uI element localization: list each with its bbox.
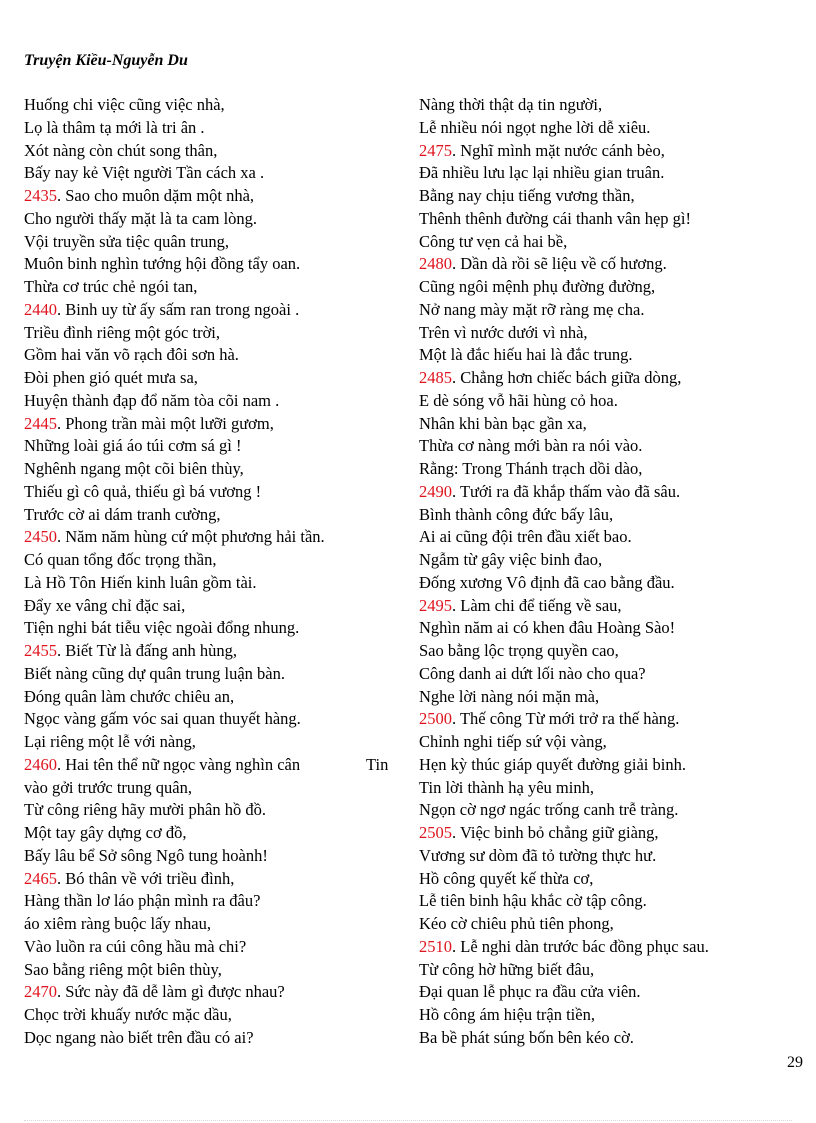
verse-line	[419, 731, 809, 754]
verse-line	[24, 117, 414, 140]
verse-line	[24, 140, 414, 163]
verse-line	[419, 686, 809, 709]
verse-line	[419, 435, 809, 458]
verse-text: Huống chi việc cũng việc nhà,	[24, 95, 225, 114]
document-header: Truyện Kiều-Nguyễn Du	[24, 52, 188, 69]
verse-number: 2455	[24, 641, 57, 660]
verse-line	[24, 322, 414, 345]
verse-text: Triều đình riêng một góc trời,	[24, 322, 221, 342]
verse-text: Chỉnh nghi tiếp sứ vội vàng,	[419, 732, 607, 751]
verse-line	[24, 458, 414, 481]
verse-text: Thừa cơ trúc chẻ ngói tan,	[24, 277, 198, 296]
verse-number: 2465	[24, 868, 57, 888]
verse-text: Nàng thời thật dạ tin người,	[419, 95, 603, 114]
verse-line	[24, 1027, 414, 1050]
verse-text: E dè sóng vỗ hãi hùng cỏ hoa.	[419, 390, 618, 410]
verse-line	[24, 549, 414, 572]
verse-text: Thênh thênh đường cái thanh vân hẹp gì!	[419, 208, 691, 228]
verse-line	[419, 777, 809, 800]
verse-line	[419, 344, 809, 367]
verse-text: áo xiêm ràng buộc lấy nhau,	[24, 914, 211, 933]
verse-line	[24, 367, 414, 390]
verse-text: . Hai tên thể nữ ngọc vàng nghìn cân	[57, 754, 301, 774]
verse-text: Ngọc vàng gấm vóc sai quan thuyết hàng.	[24, 709, 301, 729]
verse-line	[419, 322, 809, 345]
verse-text: . Thế công Từ mới trở ra thế hàng.	[452, 709, 680, 729]
verse-line	[419, 117, 809, 140]
verse-line	[419, 936, 809, 959]
verse-line	[419, 231, 809, 254]
verse-line	[24, 390, 414, 413]
verse-text: . Biết Từ là đấng anh hùng,	[57, 641, 238, 660]
verse-line	[419, 276, 809, 299]
verse-text: Đòi phen gió quét mưa sa,	[24, 368, 198, 387]
verse-text: Đã nhiều lưu lạc lại nhiều gian truân.	[419, 163, 665, 183]
verse-text: Hồ công quyết kế thừa cơ,	[419, 868, 594, 888]
verse-text: . Binh uy từ ấy sấm ran trong ngoài .	[57, 299, 300, 319]
verse-line	[24, 959, 414, 982]
verse-number: 2505	[419, 823, 452, 842]
verse-line	[24, 208, 414, 231]
verse-text: Có quan tổng đốc trọng thần,	[24, 550, 217, 569]
verse-line	[419, 94, 809, 117]
verse-text: Ngọn cờ ngơ ngác trống canh trễ tràng.	[419, 800, 679, 820]
verse-line	[24, 504, 414, 527]
verse-text: Gồm hai văn võ rạch đôi sơn hà.	[24, 345, 239, 365]
verse-line	[24, 231, 414, 254]
verse-text: Nở nang mày mặt rỡ ràng mẹ cha.	[419, 299, 645, 319]
verse-line	[419, 458, 809, 481]
verse-line	[419, 1027, 809, 1050]
verse-text: Vương sư dòm đã tỏ tường thực hư.	[419, 845, 657, 865]
verse-text: Đẩy xe vâng chỉ đặc sai,	[24, 595, 186, 615]
verse-line	[419, 572, 809, 595]
verse-line	[24, 913, 414, 936]
verse-text: . Phong trần mài một lưỡi gươm,	[57, 413, 274, 433]
verse-text: Lại riêng một lễ với nàng,	[24, 732, 196, 751]
verse-line	[24, 185, 414, 208]
verse-text: Huyện thành đạp đổ năm tòa cõi nam .	[24, 390, 280, 410]
verse-text: vào gởi trước trung quân,	[24, 777, 192, 797]
verse-text: Đóng quân làm chước chiêu an,	[24, 686, 235, 706]
verse-line	[419, 526, 809, 549]
verse-text: Ngẫm từ gây việc binh đao,	[419, 550, 603, 569]
verse-number: 2435	[24, 186, 57, 205]
verse-line	[419, 981, 809, 1004]
verse-text: Ai ai cũng đội trên đầu xiết bao.	[419, 527, 632, 547]
verse-line	[24, 936, 414, 959]
verse-text: . Nghĩ mình mặt nước cánh bèo,	[452, 140, 665, 160]
verse-line	[24, 663, 414, 686]
verse-line	[24, 1004, 414, 1027]
verse-line	[24, 890, 414, 913]
verse-line	[419, 845, 809, 868]
verse-line	[24, 617, 414, 640]
right-column	[419, 94, 809, 1050]
verse-text: Vội truyền sửa tiệc quân trung,	[24, 231, 230, 251]
verse-text: Nhân khi bàn bạc gần xa,	[419, 413, 587, 433]
verse-text: . Bó thân về với triều đình,	[57, 868, 235, 888]
verse-text: Muôn binh nghìn tướng hội đồng tẩy oan.	[24, 254, 301, 274]
verse-text: Trước cờ ai dám tranh cường,	[24, 504, 221, 524]
verse-text: Hàng thần lơ láo phận mình ra đâu?	[24, 891, 261, 911]
verse-text: Trên vì nước dưới vì nhà,	[419, 322, 588, 342]
verse-line	[419, 162, 809, 185]
verse-number: 2485	[419, 368, 452, 387]
verse-text: . Việc binh bỏ chẳng giữ giàng,	[452, 823, 659, 842]
verse-number: 2460	[24, 754, 57, 774]
verse-line	[24, 731, 414, 754]
verse-line	[419, 504, 809, 527]
verse-number: 2440	[24, 299, 57, 319]
verse-line	[24, 640, 414, 663]
verse-line	[419, 822, 809, 845]
verse-line	[419, 299, 809, 322]
verse-text: Rằng: Trong Thánh trạch dồi dào,	[419, 459, 643, 478]
verse-line	[24, 344, 414, 367]
verse-text: . Làm chi để tiếng về sau,	[452, 595, 622, 615]
verse-text: Lễ tiên binh hậu khắc cờ tập công.	[419, 891, 647, 911]
verse-text: . Lễ nghi dàn trước bác đồng phục sau.	[452, 936, 709, 956]
verse-line	[24, 777, 414, 800]
verse-line	[24, 299, 414, 322]
verse-line	[419, 913, 809, 936]
verse-line	[419, 595, 809, 618]
verse-number: 2445	[24, 413, 57, 433]
verse-text: Ba bề phát súng bốn bên kéo cờ.	[419, 1027, 634, 1047]
verse-text: Là Hồ Tôn Hiến kinh luân gồm tài.	[24, 572, 257, 592]
verse-text: Nghìn năm ai có khen đâu Hoàng Sào!	[419, 618, 676, 638]
verse-line	[24, 253, 414, 276]
verse-line	[419, 390, 809, 413]
verse-text: Cũng ngôi mệnh phụ đường đường,	[419, 277, 656, 296]
verse-text: Hồ công ám hiệu trận tiền,	[419, 1005, 595, 1024]
verse-line	[24, 276, 414, 299]
verse-text: Vào luồn ra cúi công hầu mà chi?	[24, 936, 247, 956]
verse-line	[419, 1004, 809, 1027]
verse-text: Bấy nay kẻ Việt người Tần cách xa .	[24, 163, 265, 183]
verse-line	[419, 799, 809, 822]
verse-line	[24, 822, 414, 845]
verse-line	[24, 526, 414, 549]
verse-line	[24, 981, 414, 1004]
verse-line	[24, 595, 414, 618]
verse-tail: Tin	[366, 754, 389, 774]
verse-line	[419, 367, 809, 390]
verse-line	[24, 799, 414, 822]
verse-number: 2480	[419, 254, 452, 274]
verse-text: Thiếu gì cô quả, thiếu gì bá vương !	[24, 481, 262, 501]
verse-text: Dọc ngang nào biết trên đầu có ai?	[24, 1027, 254, 1047]
verse-text: Cho người thấy mặt là ta cam lòng.	[24, 208, 258, 228]
verse-text: . Năm năm hùng cứ một phương hải tần.	[57, 527, 325, 547]
verse-text: Sao bằng lộc trọng quyền cao,	[419, 641, 619, 660]
verse-text: Chọc trời khuấy nước mặc dầu,	[24, 1005, 232, 1024]
verse-line	[419, 663, 809, 686]
verse-line	[24, 686, 414, 709]
page-divider	[24, 1120, 792, 1121]
verse-line	[24, 868, 414, 891]
verse-line	[419, 413, 809, 436]
verse-text: Tiện nghi bát tiễu việc ngoài đổng nhung.	[24, 618, 300, 638]
verse-line	[24, 572, 414, 595]
verse-line	[24, 845, 414, 868]
verse-line	[419, 959, 809, 982]
verse-text: Xót nàng còn chút song thân,	[24, 140, 218, 160]
verse-line	[419, 754, 809, 777]
verse-line	[419, 868, 809, 891]
verse-text: Công danh ai dứt lối nào cho qua?	[419, 663, 646, 683]
verse-line	[24, 435, 414, 458]
verse-text: Bình thành công đức bấy lâu,	[419, 504, 614, 524]
verse-text: Từ công riêng hãy mười phân hồ đồ.	[24, 800, 266, 820]
verse-line	[419, 481, 809, 504]
verse-number: 2470	[24, 982, 57, 1002]
verse-text: Đại quan lễ phục ra đầu cửa viên.	[419, 982, 641, 1002]
verse-number: 2500	[419, 709, 452, 729]
verse-line	[24, 162, 414, 185]
verse-number: 2490	[419, 481, 452, 501]
verse-text: Bấy lâu bể Sở sông Ngô tung hoành!	[24, 845, 268, 865]
verse-text: Công tư vẹn cả hai bề,	[419, 231, 568, 251]
verse-text: Một tay gây dựng cơ đồ,	[24, 823, 187, 842]
verse-line	[419, 549, 809, 572]
verse-line	[24, 481, 414, 504]
verse-line	[24, 413, 414, 436]
verse-text: Lễ nhiều nói ngọt nghe lời dễ xiêu.	[419, 117, 651, 137]
verse-line	[419, 185, 809, 208]
verse-text: Lọ là thâm tạ mới là tri ân .	[24, 117, 205, 137]
verse-text: Bằng nay chịu tiếng vương thần,	[419, 186, 635, 205]
verse-text: . Chẳng hơn chiếc bách giữa dòng,	[452, 368, 682, 387]
verse-line	[24, 708, 414, 731]
verse-number: 2450	[24, 527, 57, 547]
verse-text: . Sao cho muôn dặm một nhà,	[57, 186, 255, 205]
verse-number: 2495	[419, 595, 452, 615]
verse-line	[419, 617, 809, 640]
verse-text: . Tưới ra đã khắp thấm vào đã sâu.	[452, 481, 681, 501]
verse-text: Những loài giá áo túi cơm sá gì !	[24, 436, 242, 456]
verse-text: Nghênh ngang một cõi biên thùy,	[24, 459, 244, 478]
left-column	[24, 94, 414, 1050]
verse-text: Thừa cơ nàng mới bàn ra nói vào.	[419, 436, 643, 456]
verse-text: . Sức này đã dễ làm gì được nhau?	[57, 982, 285, 1002]
verse-text: Một là đắc hiếu hai là đắc trung.	[419, 345, 633, 365]
verse-text: Nghe lời nàng nói mặn mà,	[419, 686, 600, 706]
verse-line	[419, 208, 809, 231]
verse-line	[419, 140, 809, 163]
verse-text: Hẹn kỳ thúc giáp quyết đường giải binh.	[419, 754, 686, 774]
verse-line	[419, 708, 809, 731]
page-number: 29	[787, 1054, 803, 1071]
verse-text: Tin lời thành hạ yêu minh,	[419, 777, 594, 797]
verse-text: Từ công hờ hững biết đâu,	[419, 959, 595, 979]
verse-number: 2475	[419, 140, 452, 160]
verse-number: 2510	[419, 936, 452, 956]
verse-text: Kéo cờ chiêu phủ tiên phong,	[419, 914, 614, 933]
verse-text: . Dần dà rồi sẽ liệu về cố hương.	[452, 254, 667, 274]
verse-line	[24, 94, 414, 117]
verse-text: Biết nàng cũng dự quân trung luận bàn.	[24, 663, 285, 683]
verse-text: Đống xương Vô định đã cao bằng đầu.	[419, 572, 675, 592]
verse-line	[419, 890, 809, 913]
verse-line	[24, 754, 414, 777]
verse-line	[419, 253, 809, 276]
verse-line	[419, 640, 809, 663]
verse-text: Sao bằng riêng một biên thùy,	[24, 959, 222, 979]
